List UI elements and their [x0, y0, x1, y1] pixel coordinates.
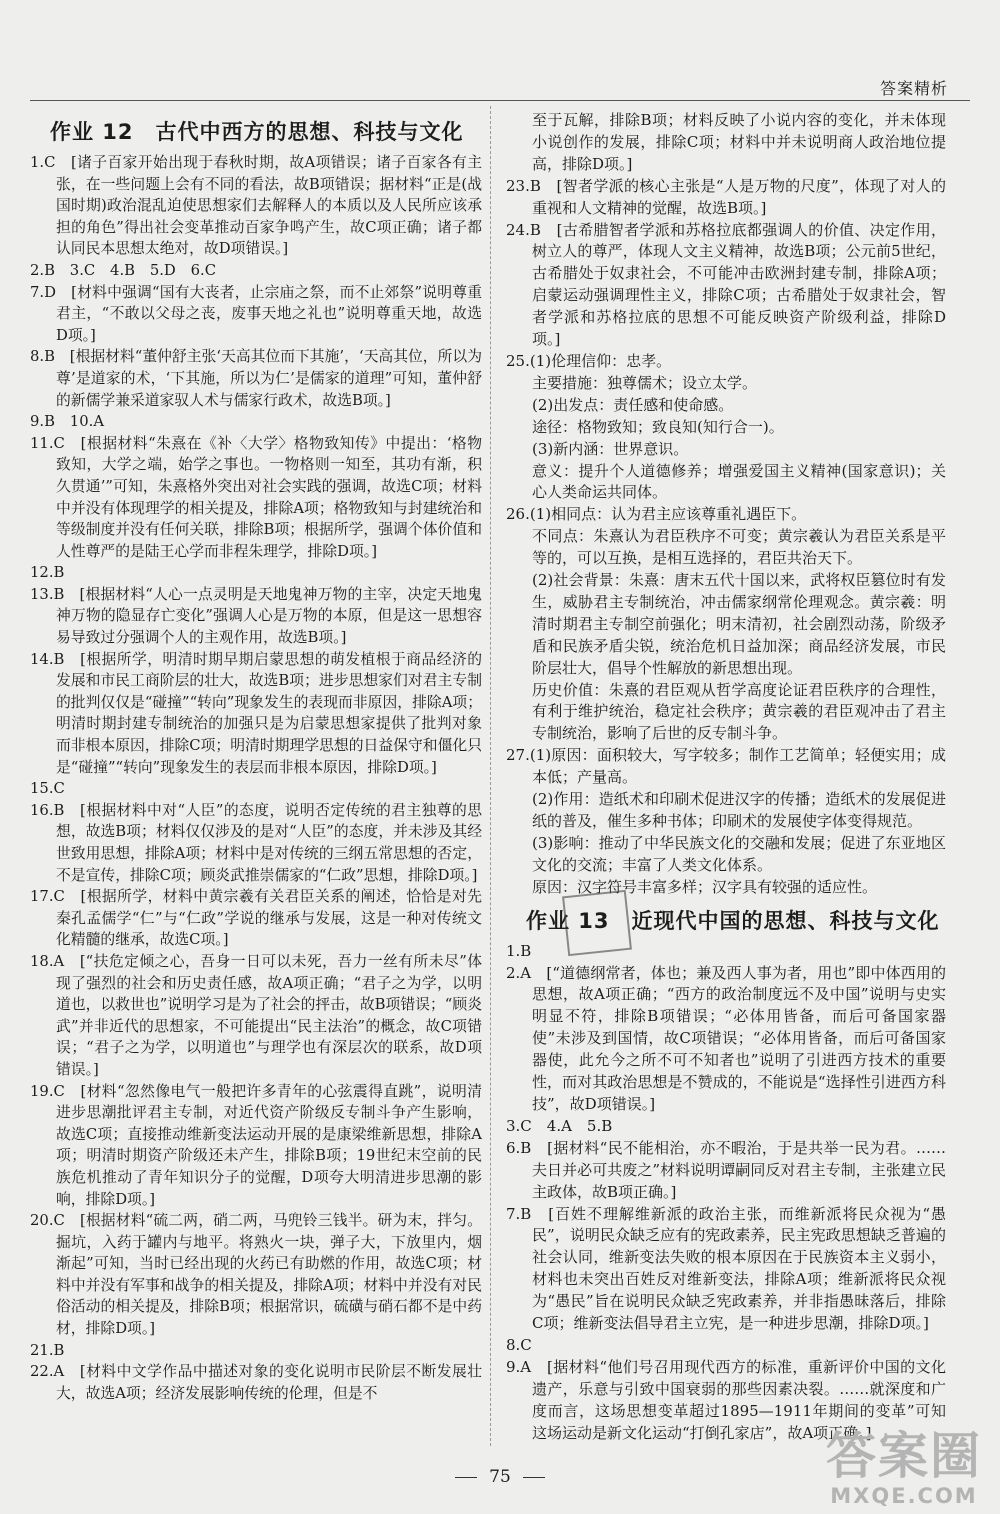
answer-item: 23.B [智者学派的核心主张是“人是万物的尺度”，体现了对人的重视和人文精神的觉醒，故选B项。] [506, 176, 946, 217]
answer-item: 19.C [材料“忽然像电气一般把许多青年的心弦震得直跳”，说明清进步思潮批评君主专制，对近代资产阶级反专制斗争产生影响，故选C项；直接推动维新变法运动开展的是康梁维新思想，排除A项；明清时期资产阶级还未产生，排除B项；19世纪末空前的民族危机推动了青年知识分子的觉醒，D项夸大明清进步思潮的影响，排除D项。] [30, 1082, 482, 1208]
stamp-mark [562, 890, 632, 956]
answer-item: 22.A [材料中文学作品中描述对象的变化说明市民阶层不断发展壮大，故选A项；经济发展影响传统的伦理，但是不 [30, 1363, 482, 1402]
watermark-url: MXQE.COM [830, 1484, 978, 1508]
answer-subitem: 途径：格物致知；致良知(知行合一)。 [532, 417, 784, 436]
answer-item: 9.A [据材料“他们号召用现代西方的标准，重新评价中国的文化遗产，乐意与引致中国衰弱的那些因素决裂。……就深度和广度而言，这场思想变革超过1895—1911年期间的变革”可知这场运动是新文化运动“打倒孔家店”，故A项正确。] [506, 1357, 946, 1442]
answer-item: 1.B [506, 941, 532, 960]
section-title-homework-13: 作业 13 近现代中国的思想、科技与文化 [526, 908, 940, 933]
answer-item: 7.B [百姓不理解维新派的政治主张，而维新派将民众视为“愚民”，说明民众缺乏应有的宪政素养，民主宪政思想缺乏普遍的社会认同，维新变法失败的根本原因在于民族资本主义弱小，材料也未突出百姓反对维新变法，排除A项；维新派将民众视为“愚民”旨在说明民众缺乏宪政素养，并非指愚昧落后，排除C项；维新变法倡导君主立宪，是一种进步思潮，排除D项。] [506, 1204, 946, 1333]
answer-item: 2.B 3.C 4.B 5.D 6.C [30, 261, 217, 279]
section-title-homework-12: 作业 12 古代中西方的思想、科技与文化 [50, 120, 464, 144]
answer-item: 24.B [古希腊智者学派和苏格拉底都强调人的价值、决定作用，树立人的尊严，体现人文主义精神，故选B项；公元前5世纪，古希腊处于奴隶社会，不可能冲击欧洲封建专制，排除A项；启蒙运动强调理性主义，排除C项；古希腊处于奴隶社会，智者学派和苏格拉底的思想不可能反映资产阶级利益，排除D项。] [506, 220, 946, 349]
answer-item: 25.(1)伦理信仰：忠孝。 [506, 351, 672, 370]
answer-item: 18.A [“扶危定倾之心，吾身一日可以未死，吾力一丝有所未尽”体现了强烈的社会和历史责任感，故A项正确；“君子之为学，以明道也，以救世也”说明学习是为了社会的抨击，故B项错误；“顾炎武”并非近代的思想家，不可能提出“民主法治”的概念，故C项错误；“君子之为学，以明道也”与理学也有深层次的联系，故D项错误。] [30, 952, 482, 1078]
running-head: 答案精析 [879, 79, 948, 98]
left-column [30, 110, 482, 1404]
answer-subitem: 意义：提升个人道德修养；增强爱国主义精神(国家意识)；关心人类命运共同体。 [532, 461, 946, 502]
answer-item: 14.B [根据所学，明清时期早期启蒙思想的萌发植根于商品经济的发展和市民工商阶层的壮大，故选B项；进步思想家们对君主专制的批判仅仅是“碰撞”“转向”现象发生的表现而非原因，排除A项；明清时期封建专制统治的加强只是为启蒙思想家提供了批判对象而非根本原因，排除C项；明清时期理学思想的日益保守和僵化只是“碰撞”“转向”现象发生的表层而非根本原因，排除D项。] [30, 650, 482, 776]
answer-subitem: (2)作用：造纸术和印刷术促进汉字的传播；造纸术的发展促进纸的普及，催生多种书体；印刷术的发展使字体变得规范。 [532, 790, 946, 830]
answer-subitem: 至于瓦解，排除B项；材料反映了小说内容的变化，并未体现小说创作的发展，排除C项；材料中并未说明商人政治地位提高，排除D项。] [532, 111, 946, 173]
answer-item: 21.B [30, 1341, 65, 1359]
answer-subitem: (2)出发点：责任感和使命感。 [532, 395, 734, 414]
answer-item: 26.(1)相同点：认为君主应该尊重礼遇臣下。 [506, 505, 807, 524]
answer-item: 27.(1)原因：面积较大，写字较多；制作工艺简单；轻便实用；成本低；产量高。 [506, 746, 946, 787]
answer-item: 2.A [“道德纲常者，体也；兼及西人事为者，用也”即中体西用的思想，故A项正确；“西方的政治制度远不及中国”说明与史实明显不符，排除B项错误；“必体用皆备，而后可备国家器使”未涉及到国情，故C项错误；“必体用皆备，而后可备国家器使，此允今之所不可不知者也”说明了引进西方技术的重要性，而对其政治思想是不赞成的，不能说是“选择性引进西方科技”，故D项错误。] [506, 963, 946, 1113]
answer-subitem: (3)影响：推动了中华民族文化的交融和发展；促进了东亚地区文化的交流；丰富了人类文化体系。 [532, 833, 946, 874]
answer-subitem: (2)社会背景：朱熹：唐末五代十国以来，武将权臣篡位时有发生，威胁君主专制统治，冲击儒家纲常伦理观念。黄宗羲：明清时期君主专制空前强化；明末清初，社会剧烈动荡，阶级矛盾和民族矛盾尖锐，统治危机日益加深；商品经济发展，市民阶层壮大，倡导个性解放的新思想出现。 [532, 571, 946, 677]
answer-item: 1.C [诸子百家开始出现于春秋时期，故A项错误；诸子百家各有主张，在一些问题上会有不同的看法，故B项错误；据材料“正是(战国时期)政治混乱迫使思想家们去解释人的本质以及人民所应该承担的角色”得出社会变革推动百家争鸣产生，故C项正确；诸子都认同民本思想太绝对，故D项错误。] [30, 154, 482, 258]
answer-item: 8.B [根据材料“董仲舒主张‘天高其位而下其施’，‘天高其位，所以为尊’是道家的术，‘下其施，所以为仁’是儒家的道理”可知，董仲舒的新儒学兼采道家驭人术与儒家行政术，故选B项。] [30, 348, 482, 409]
right-column [506, 110, 946, 1444]
answer-item: 17.C [根据所学，材料中黄宗羲有关君臣关系的阐述，恰恰是对先秦孔孟儒学“仁”与“仁政”学说的继承与发展，这是一种对传统文化精髓的继承，故选C项。] [30, 888, 482, 949]
page-number: 75 [0, 1467, 1000, 1487]
answer-item: 7.D [材料中强调“国有大丧者，止宗庙之祭，而不止郊祭”说明尊重君主，“不敢以父母之丧，废事天地之礼也”说明尊重天地，故选D项。] [30, 283, 482, 344]
answer-item: 12.B [30, 564, 65, 582]
column-divider [490, 106, 491, 1446]
answer-item: 3.C 4.A 5.B [506, 1116, 613, 1135]
watermark-text: 答案圈 [826, 1427, 982, 1485]
answer-subitem: 主要措施：独尊儒术；设立太学。 [532, 373, 758, 392]
answer-item: 13.B [根据材料“人心一点灵明是天地鬼神万物的主宰，决定天地鬼神万物的隐显存亡变化”强调人心是万物的本原，但是这一思想容易导致过分强调个人的主观作用，故选B项。] [30, 585, 482, 647]
answer-item: 6.B [据材料“民不能相治，亦不暇治，于是共举一民为君。……夫日并必可共废之”材料说明谭嗣同反对君主专制，主张建立民主政体，故B项正确。] [506, 1138, 946, 1201]
answer-subitem: 历史价值：朱熹的君臣观从哲学高度论证君臣秩序的合理性，有利于维护统治，稳定社会秩序；黄宗羲的君臣观冲击了君主专制统治，影响了后世的反专制斗争。 [532, 680, 946, 743]
header-rule [30, 100, 970, 101]
answer-subitem: (3)新内涵：世界意识。 [532, 439, 689, 458]
answer-subitem: 不同点：朱熹认为君臣秩序不可变；黄宗羲认为君臣关系是平等的，可以互换，是相互选择的，君臣共治天下。 [532, 527, 946, 568]
answer-subitem: 原因：汉字符号丰富多样；汉字具有较强的适应性。 [532, 877, 878, 896]
answer-item: 20.C [根据材料“硫二两，硝二两，马兜铃三钱半。研为末，拌匀。掘坑，入药于罐内与地平。将熟火一块，弹子大，下放里内，烟渐起”可知，当时已经出现的火药已有助燃的作用，故选C项；材料中并没有军事和战争的相关提及，排除A项；材料中并没有对民俗活动的相关提及，排除B项；根据常识，硫磺与硝石都不是中药材，排除D项。] [30, 1212, 482, 1338]
answer-item: 11.C [根据材料“朱熹在《补〈大学〉格物致知传》中提出：‘格物致知，大学之端，始学之事也。一物格则一知至，其功有渐，积久贯通’”可知，朱熹格外突出对社会实践的强调，故选C项；材料中并没有体现理学的相关提及，排除A项；格物致知与封建统治和等级制度并没有任何关联，排除B项；根据所学，强调个体价值和人性尊严的是陆王心学而非程朱理学，排除D项。] [30, 434, 482, 560]
answer-item: 15.C [30, 780, 65, 798]
answer-item: 9.B 10.A [30, 413, 105, 431]
watermark-logo [826, 1428, 982, 1508]
answer-item: 8.C [506, 1335, 532, 1354]
answer-item: 16.B [根据材料中对“人臣”的态度，说明否定传统的君主独尊的思想，故选B项；材料仅仅涉及的是对“人臣”的态度，并未涉及其经世致用思想，排除A项；材料中是对传统的三纲五常思想的否定，不是宣传，排除C项；顾炎武推崇儒家的“仁政”思想，排除D项。] [30, 801, 482, 884]
